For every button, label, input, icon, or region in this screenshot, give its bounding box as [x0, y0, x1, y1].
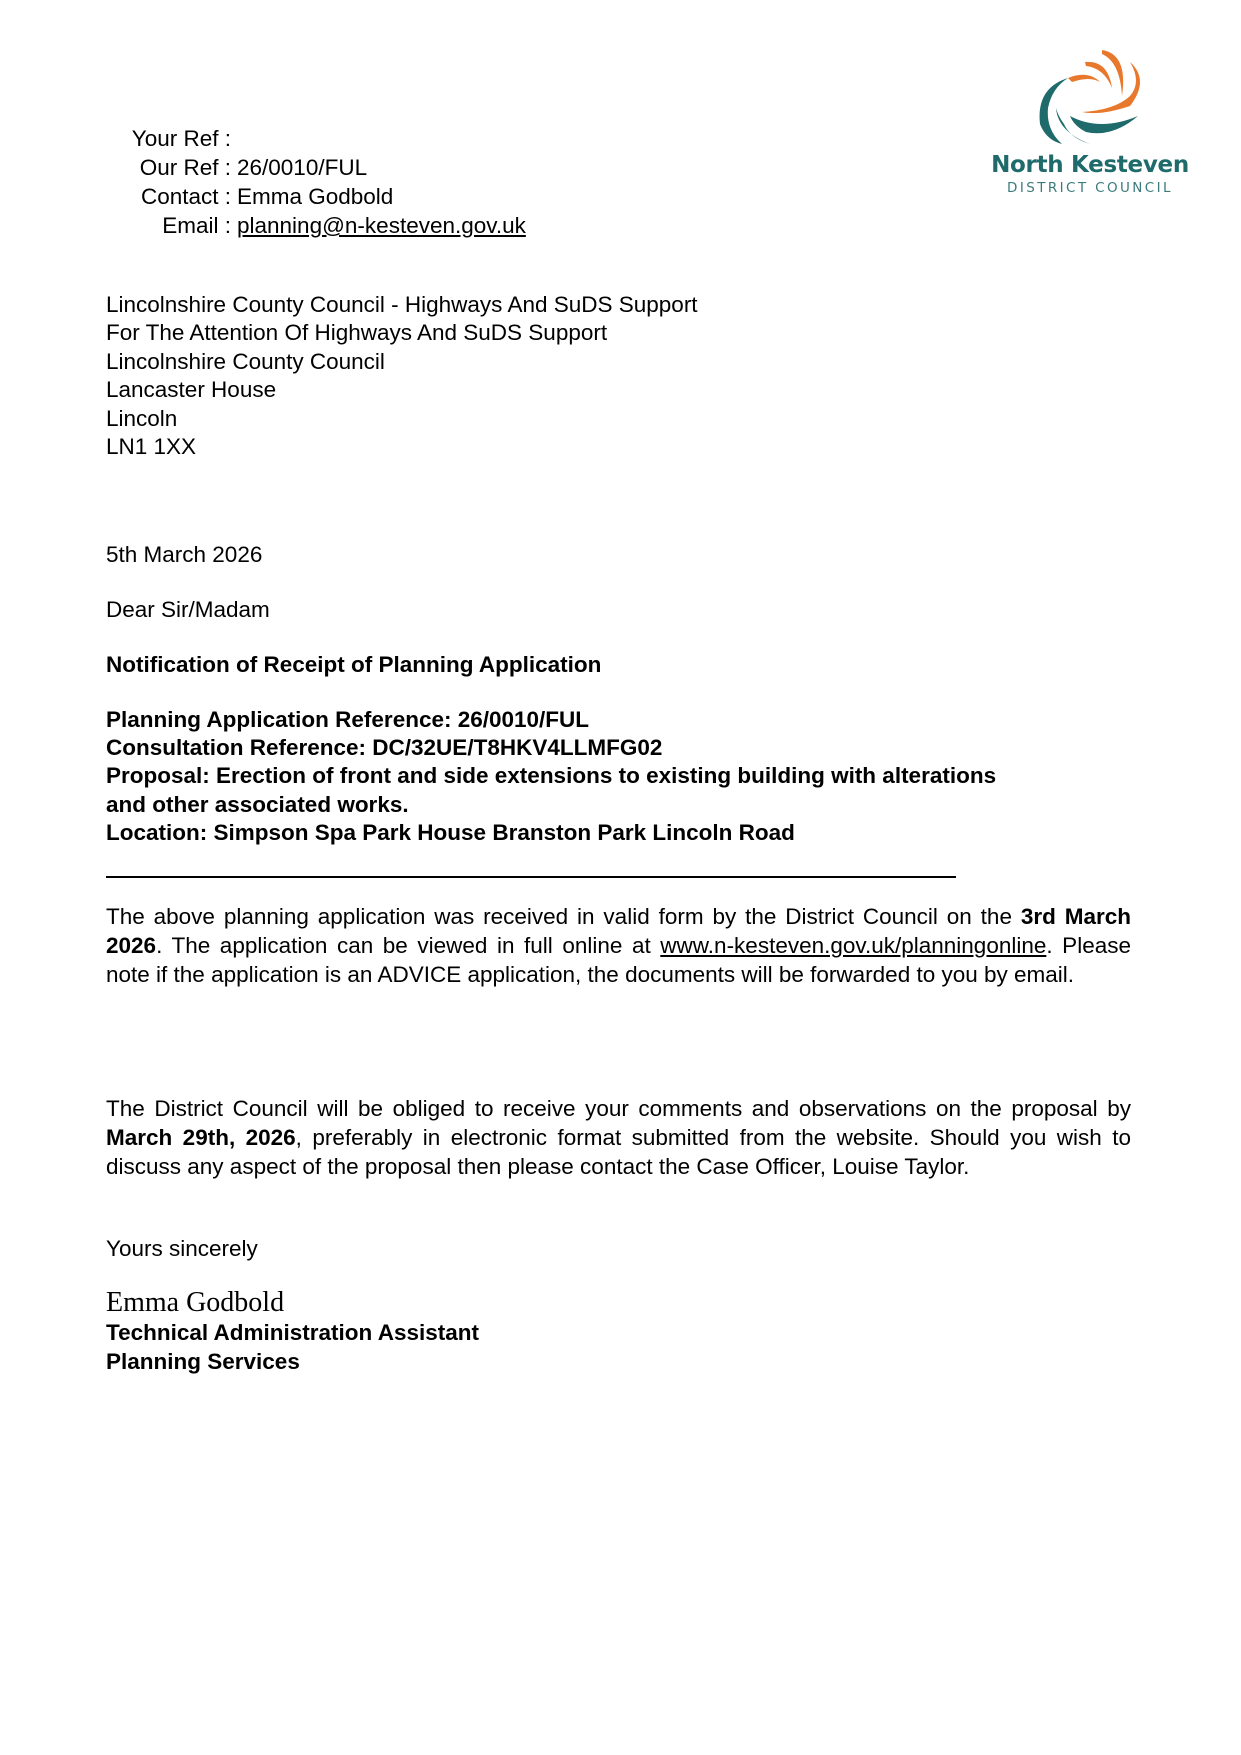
signature-name: Emma Godbold: [106, 1287, 285, 1318]
para1-text: The above planning application was received in valid form by the District Council on the: [106, 904, 1021, 929]
recipient-line: Lincolnshire County Council: [106, 349, 385, 374]
contact-row: [106, 182, 526, 211]
received-date: 3rd March 2026: [106, 904, 1131, 958]
para1-text: . Please note if the application is an ADVICE application, the documents will be forwarded to you by email.: [106, 933, 1131, 987]
application-reference: Planning Application Reference: 26/0010/FUL: [106, 707, 590, 732]
planning-online-link[interactable]: www.n-kesteven.gov.uk/planningonline: [660, 933, 1047, 958]
email-label: Email :: [162, 213, 231, 238]
email-link[interactable]: planning@n-kesteven.gov.uk: [237, 213, 526, 238]
email-row: [106, 211, 526, 240]
our-ref-label: Our Ref :: [139, 155, 231, 180]
receipt-paragraph: [106, 902, 1131, 989]
contact-label: Contact :: [140, 184, 231, 209]
our-ref-row: [106, 153, 526, 182]
logo-title: North Kesteven: [991, 152, 1189, 178]
letter-subject: Notification of Receipt of Planning Application: [106, 652, 602, 677]
section-divider: [106, 876, 956, 878]
recipient-line: Lancaster House: [106, 377, 277, 402]
reference-block: [106, 124, 526, 240]
recipient-line: LN1 1XX: [106, 434, 197, 459]
comment-deadline: March 29th, 2026: [106, 1125, 296, 1150]
comments-paragraph: [106, 1094, 1131, 1181]
your-ref-label: Your Ref :: [131, 126, 231, 151]
recipient-line: Lincoln: [106, 406, 178, 431]
north-kesteven-logo: [990, 40, 1190, 200]
para2-text: , preferably in electronic format submitted from the website. Should you wish to discuss any aspect of the proposal then please contact the Case Officer, Louise Taylor.: [106, 1125, 1131, 1179]
signature-department: Planning Services: [106, 1349, 300, 1374]
swirl-logo-icon: [990, 40, 1190, 155]
para2-text: The District Council will be obliged to receive your comments and observations on the proposal by: [106, 1096, 1131, 1121]
contact-value: Emma Godbold: [237, 184, 394, 209]
signature-title: Technical Administration Assistant: [106, 1320, 479, 1345]
your-ref-row: [106, 124, 526, 153]
proposal-line-2: and other associated works.: [106, 792, 409, 817]
closing: Yours sincerely: [106, 1236, 258, 1261]
salutation: Dear Sir/Madam: [106, 597, 270, 622]
our-ref-value: 26/0010/FUL: [237, 155, 368, 180]
recipient-line: Lincolnshire County Council - Highways And SuDS Support: [106, 292, 698, 317]
consultation-reference: Consultation Reference: DC/32UE/T8HKV4LLMFG02: [106, 735, 663, 760]
recipient-line: For The Attention Of Highways And SuDS Support: [106, 320, 608, 345]
logo-subtitle: DISTRICT COUNCIL: [1007, 180, 1173, 196]
location-line: Location: Simpson Spa Park House Branston Park Lincoln Road: [106, 820, 795, 845]
proposal-line-1: Proposal: Erection of front and side extensions to existing building with alterations: [106, 763, 997, 788]
letter-date: 5th March 2026: [106, 542, 263, 567]
para1-text: . The application can be viewed in full online at: [156, 933, 661, 958]
